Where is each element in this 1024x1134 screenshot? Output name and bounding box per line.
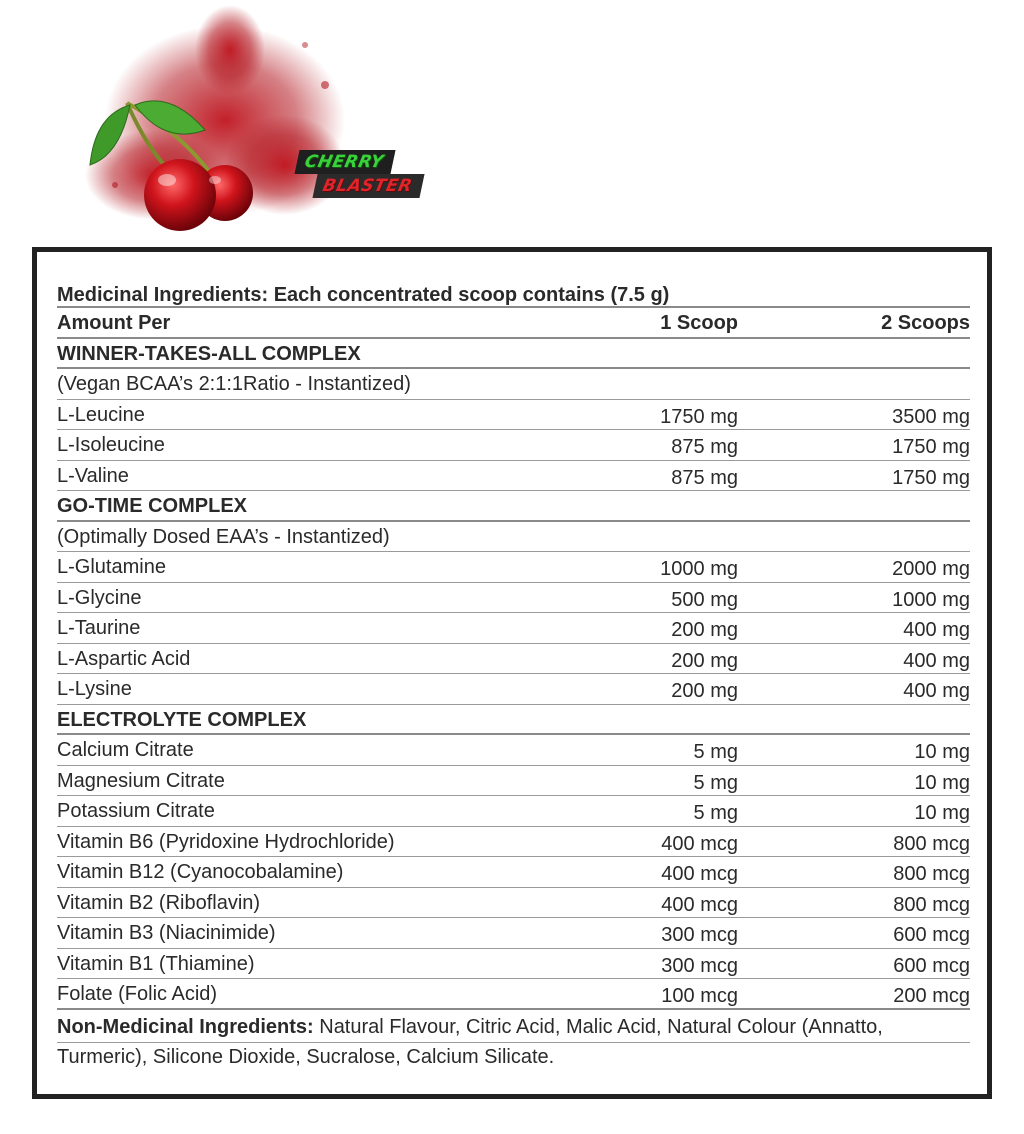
amount-two-scoops: 400 mg: [903, 649, 970, 672]
amount-one-scoop: 100 mcg: [661, 985, 738, 1007]
ingredient-name: Vitamin B12 (Cyanocobalamine): [57, 861, 344, 883]
flavor-logo: [55, 5, 415, 245]
table-row: [57, 644, 970, 675]
ingredient-name: Calcium Citrate: [57, 739, 194, 761]
ingredient-name: L-Isoleucine: [57, 434, 165, 456]
amount-two-scoops: 1000 mg: [892, 588, 970, 611]
section-heading: [57, 339, 970, 370]
ingredient-name: Vitamin B3 (Niacinimide): [57, 922, 276, 944]
amount-two-scoops: 1750 mg: [892, 436, 970, 458]
amount-two-scoops: 3500 mg: [892, 405, 970, 428]
table-row: [57, 888, 970, 919]
header-two-scoops: 2 Scoops: [881, 312, 970, 334]
flavor-name-line1: CHERRY: [294, 150, 395, 174]
section-note-row: [57, 522, 970, 553]
non-medicinal-ingredients: [57, 1010, 970, 1072]
table-row: [57, 461, 970, 492]
amount-one-scoop: 300 mcg: [661, 924, 738, 946]
table-row: [57, 766, 970, 797]
amount-one-scoop: 1000 mg: [660, 558, 738, 580]
section-heading: [57, 705, 970, 736]
amount-two-scoops: 800 mcg: [893, 832, 970, 855]
amount-two-scoops: 10 mg: [914, 741, 970, 763]
amount-two-scoops: 800 mcg: [893, 893, 970, 916]
section-note: (Optimally Dosed EAA’s - Instantized): [57, 525, 390, 548]
section-note: (Vegan BCAA’s 2:1:1Ratio - Instantized): [57, 373, 411, 395]
amount-one-scoop: 875 mg: [671, 436, 738, 458]
amount-two-scoops: 400 mg: [903, 680, 970, 702]
section-title: ELECTROLYTE COMPLEX: [57, 708, 307, 731]
amount-one-scoop: 875 mg: [671, 466, 738, 489]
amount-two-scoops: 10 mg: [914, 771, 970, 794]
non-medicinal-line1: [57, 1013, 970, 1043]
amount-one-scoop: 5 mg: [693, 741, 738, 763]
table-row: [57, 979, 970, 1010]
amount-one-scoop: 500 mg: [671, 588, 738, 611]
amount-two-scoops: 600 mcg: [893, 924, 970, 946]
table-row: [57, 583, 970, 614]
non-medicinal-text-1: Natural Flavour, Citric Acid, Malic Acid, Natural Colour (Annatto,: [313, 1015, 883, 1038]
panel-title: Medicinal Ingredients: Each concentrated scoop contains (7.5 g): [57, 278, 970, 308]
amount-one-scoop: 5 mg: [693, 802, 738, 824]
non-medicinal-label: Non-Medicinal Ingredients:: [57, 1015, 314, 1038]
section-title: GO-TIME COMPLEX: [57, 495, 247, 517]
amount-one-scoop: 400 mcg: [661, 832, 738, 855]
ingredient-name: Potassium Citrate: [57, 800, 215, 822]
table-row: [57, 674, 970, 705]
header-one-scoop: 1 Scoop: [660, 312, 738, 334]
table-row: [57, 827, 970, 858]
ingredient-name: L-Leucine: [57, 403, 145, 426]
table-row: [57, 552, 970, 583]
ingredient-name: L-Aspartic Acid: [57, 647, 191, 670]
amount-two-scoops: 2000 mg: [892, 558, 970, 580]
ingredients-panel: [32, 247, 992, 1099]
section-heading: [57, 491, 970, 522]
amount-two-scoops: 1750 mg: [892, 466, 970, 489]
ingredient-name: L-Glycine: [57, 586, 142, 609]
amount-one-scoop: 5 mg: [693, 771, 738, 794]
ingredients-table: [57, 278, 970, 1072]
table-header-row: [57, 308, 970, 339]
ingredient-name: L-Taurine: [57, 617, 141, 639]
amount-one-scoop: 200 mg: [671, 680, 738, 702]
section-note-row: [57, 369, 970, 400]
cherry-splash-icon: [55, 5, 365, 245]
amount-one-scoop: 400 mcg: [661, 893, 738, 916]
table-row: [57, 949, 970, 980]
ingredient-name: Folate (Folic Acid): [57, 983, 218, 1005]
table-row: [57, 796, 970, 827]
non-medicinal-text-2: Turmeric), Silicone Dioxide, Sucralose, Calcium Silicate.: [57, 1045, 555, 1068]
table-row: [57, 613, 970, 644]
amount-two-scoops: 400 mg: [903, 619, 970, 641]
flavor-name-line2: BLASTER: [312, 174, 424, 198]
table-row: [57, 735, 970, 766]
table-row: [57, 857, 970, 888]
amount-two-scoops: 800 mcg: [893, 863, 970, 885]
amount-one-scoop: 300 mcg: [661, 954, 738, 977]
amount-two-scoops: 10 mg: [914, 802, 970, 824]
section-title: WINNER-TAKES-ALL COMPLEX: [57, 342, 361, 365]
table-row: [57, 400, 970, 431]
amount-one-scoop: 1750 mg: [660, 405, 738, 428]
ingredient-name: Magnesium Citrate: [57, 769, 225, 792]
ingredient-name: L-Lysine: [57, 678, 132, 700]
table-row: [57, 430, 970, 461]
ingredient-name: Vitamin B6 (Pyridoxine Hydrochloride): [57, 830, 395, 853]
ingredient-name: Vitamin B1 (Thiamine): [57, 952, 255, 975]
amount-one-scoop: 200 mg: [671, 649, 738, 672]
ingredient-name: Vitamin B2 (Riboflavin): [57, 891, 261, 914]
ingredient-name: L-Glutamine: [57, 556, 166, 578]
amount-two-scoops: 200 mcg: [893, 985, 970, 1007]
amount-one-scoop: 400 mcg: [661, 863, 738, 885]
header-amount-per: Amount Per: [57, 312, 171, 334]
amount-one-scoop: 200 mg: [671, 619, 738, 641]
ingredient-name: L-Valine: [57, 464, 129, 487]
flavor-badge: [293, 150, 415, 206]
amount-two-scoops: 600 mcg: [893, 954, 970, 977]
table-row: [57, 918, 970, 949]
